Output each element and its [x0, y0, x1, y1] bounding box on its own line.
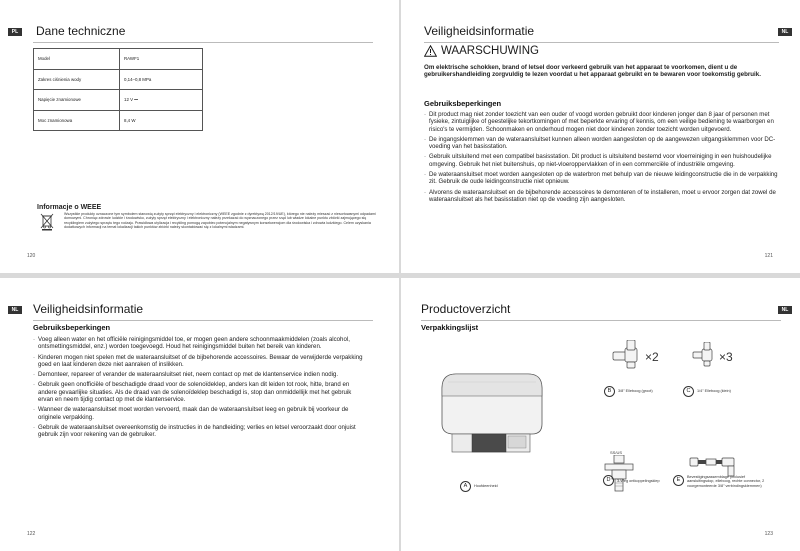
- spec-value: 12 V ⎓: [120, 90, 203, 111]
- section-heading: Verpakkingslijst: [421, 323, 479, 332]
- item-label: 1/4" Elleboog (klein): [697, 389, 731, 393]
- spec-value: 8,4 W: [120, 110, 203, 131]
- item-letter: B: [604, 386, 615, 397]
- page-123: [401, 278, 800, 551]
- restrictions-list: [33, 336, 368, 442]
- section-heading: Gebruiksbeperkingen: [424, 99, 502, 108]
- valve-mark: SS/US: [610, 450, 623, 455]
- page-title: Veiligheidsinformatie: [33, 302, 144, 316]
- specifications-table: [33, 48, 203, 131]
- item-label: Hoofdeenheid: [474, 484, 498, 488]
- page-120: [0, 0, 399, 273]
- page-title: Dane techniczne: [36, 24, 126, 38]
- page-title: Veiligheidsinformatie: [424, 24, 535, 38]
- list-item: · De wateraansluitset moet worden aangesloten op de waterbron met behulp van de nieuwe leidingconstructie die in de verpakking zit. Gebruik de oude leidingconstructie niet opnieuw.: [424, 171, 781, 186]
- page-number: 123: [764, 531, 773, 537]
- list-item: · Gebruik uitsluitend met een compatibel basisstation. Dit product is uitsluitend bestemd voor vloerreiniging in een huishoudelijke omgeving. Gebruik het niet buitenshuis, op niet-vloeroppervlakken of in een commerciële of industriële omgeving.: [424, 153, 781, 168]
- main-unit-illustration: [438, 366, 550, 461]
- item-letter: C: [683, 386, 694, 397]
- item-label: Bevestigingsassemblage (inclusief aansluitingsdop, elleboog, rechte connector, 2 voorgemonteerde 3/8" verbindingsklemmen): [687, 475, 765, 488]
- item-quantity: ×2: [645, 350, 659, 364]
- title-divider: [424, 42, 779, 43]
- title-divider: [421, 320, 781, 321]
- warning-triangle-icon: [424, 45, 437, 57]
- list-item: · Gebruik de wateraansluitset overeenkomstig de instructies in de handleiding; verlies en letsel veroorzaakt door onjuist gebruik zijn voor rekening van de gebruiker.: [33, 424, 368, 439]
- page-title: Productoverzicht: [421, 302, 511, 316]
- item-letter: E: [673, 475, 684, 486]
- language-tab: PL: [8, 28, 22, 36]
- list-item: · Dit product mag niet zonder toezicht van een ouder of voogd worden gebruikt door kinderen jonger dan 8 jaar of personen met fysieke, zintuiglijke of geestelijke tekortkomingen of met beperkte ervaring of kennis, om een veilige bediening te waarborgen en risico's te vermijden. Schoonmaken en onderhoud mogen niet door kinderen zonder toezicht worden uitgevoerd.: [424, 111, 781, 133]
- table-row: [34, 69, 203, 90]
- title-divider: [33, 320, 373, 321]
- section-heading: Gebruiksbeperkingen: [33, 323, 111, 332]
- page-number: 121: [764, 253, 773, 259]
- language-tab: NL: [778, 306, 792, 314]
- table-row: [34, 110, 203, 131]
- small-elbow-illustration: [691, 342, 719, 368]
- list-item: · Gebruik geen onofficiële of beschadigde draad voor de solenoïdeklep, anders kan dit leiden tot rook, hitte, brand en andere gevaarlijke situaties. Als de draad van de solenoïdeklep beschadigd is, stop dan onmiddellijk met het gebruik ervan en neem tijdig contact op met de klantenservice.: [33, 381, 368, 403]
- title-divider: [33, 42, 373, 43]
- spec-label: Napięcie znamionowe: [34, 90, 120, 111]
- list-item: · Demonteer, repareer of verander de wateraansluitset niet, neem contact op met de klantenservice indien nodig.: [33, 371, 368, 378]
- weee-text: Wszystkie produkty oznaczone tym symbolem stanowią zużyty sprzęt elektryczny i elektroniczny (WEEE zgodnie z dyrektywą 2012/19/UE), którego nie należy mieszać z niesortowanymi odpadami domowymi. Chroniąc zdrowie ludzkie i środowisko, zużyty sprzęt elektryczny i elektroniczny należy przekazać do wyznaczonego przez rząd lub władze lokalne punktu zbiórki zajmującego się recyklingiem zużytego sprzętu tego rodzaju. Prawidłowa utylizacja i recykling pomogą zapobiec potencjalnym negatywnym konsekwencjom dla środowiska i zdrowia ludzkiego. Celem uzyskania dodatkowych informacji na temat lokalizacji takich punktów zbiórki należy skontaktować się z lokalnymi władzami.: [64, 212, 376, 230]
- language-tab: NL: [8, 306, 22, 314]
- table-row: [34, 49, 203, 70]
- page-121: [401, 0, 800, 273]
- list-item: · Kinderen mogen niet spelen met de wateraansluitset of de bijbehorende accessoires. Bewaar de verwijderde verpakking goed en laat kinderen deze niet aanraken of inslikken.: [33, 354, 368, 369]
- list-item: · De ingangsklemmen van de wateraansluitset kunnen alleen worden aangesloten op de aangewezen uitgangsklemmen voor DC-voeding van het basisstation.: [424, 136, 781, 151]
- spec-label: Zakres ciśnienia wody: [34, 69, 120, 90]
- weee-heading: Informacje o WEEE: [37, 204, 102, 211]
- item-label: 3/8" Elleboog (groot): [618, 389, 653, 393]
- warning-intro: Om elektrische schokken, brand of letsel door verkeerd gebruik van het apparaat te voorkomen, dient u de gebruikershandleiding zorgvuldig te lezen voordat u het apparaat gebruikt en te bewaren voor toekomstig gebruik.: [424, 64, 761, 79]
- large-elbow-illustration: [611, 340, 645, 370]
- spec-label: Moc znamionowa: [34, 110, 120, 131]
- spec-value: 0,14–0,8 MPa: [120, 69, 203, 90]
- warning-heading: [424, 45, 539, 57]
- language-tab: NL: [778, 28, 792, 36]
- spec-value: RAWF1: [120, 49, 203, 70]
- list-item: · Alvorens de wateraansluitset en de bijbehorende accessoires te demonteren of te installeren, moet u ervoor zorgen dat zowel de wateraansluitset als het basisstation niet op de voeding zijn aangesloten.: [424, 189, 781, 204]
- list-item: · Wanneer de wateraansluitset moet worden vervoerd, maak dan de wateraansluitset leeg en gebruik bij voorkeur de originele verpakking.: [33, 406, 368, 421]
- restrictions-list: [424, 111, 781, 206]
- item-letter: D: [603, 475, 614, 486]
- item-quantity: ×3: [719, 350, 733, 364]
- item-label: 3-Weg ontkoppelingsklep: [617, 479, 660, 483]
- warning-label: WAARSCHUWING: [441, 45, 539, 57]
- item-letter: A: [460, 481, 471, 492]
- crossed-bin-icon: [40, 213, 54, 231]
- table-row: [34, 90, 203, 111]
- page-number: 122: [27, 531, 36, 537]
- list-item: · Voeg alleen water en het officiële reinigingsmiddel toe, er mogen geen andere schoonmaakmiddelen (zoals alcohol, ontsmettingsmiddel, enz.) worden toegevoegd. Houd het reinigingsmiddel buiten het bereik van kinderen.: [33, 336, 368, 351]
- spec-label: Model: [34, 49, 120, 70]
- page-122: [0, 278, 399, 551]
- page-number: 120: [27, 253, 36, 259]
